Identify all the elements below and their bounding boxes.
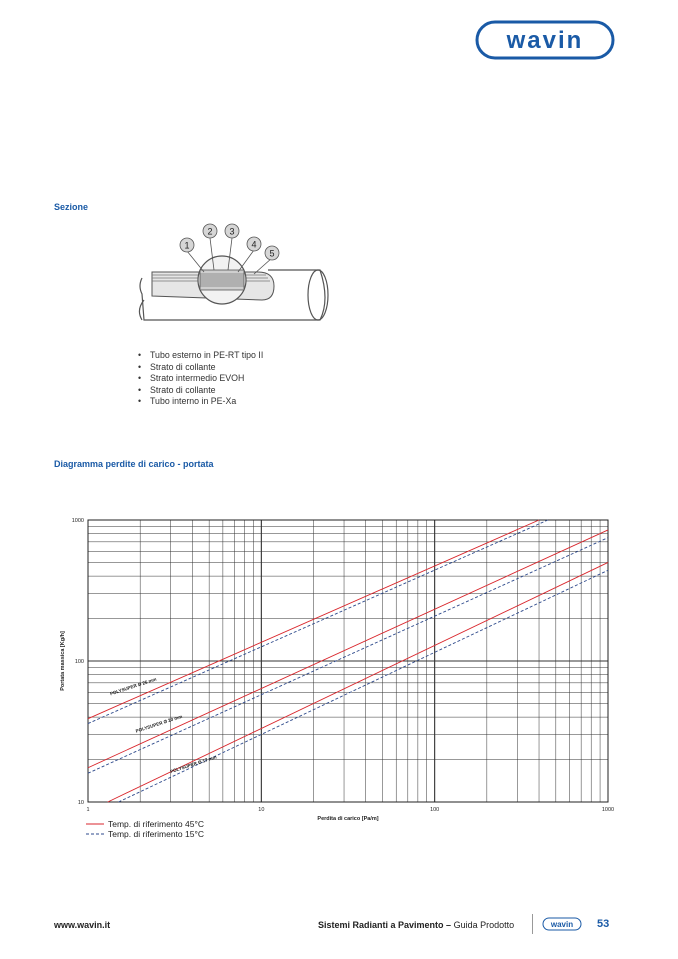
logo-text: wavin xyxy=(506,27,584,54)
x-axis-label: Perdita di carico [Pa/m] xyxy=(317,816,379,822)
footer-guide-regular: Guida Prodotto xyxy=(453,920,515,930)
y-axis-label: Portata massica [Kg/h] xyxy=(60,631,66,691)
list-item: • Strato di collante xyxy=(138,385,263,397)
x-tick-label: 1000 xyxy=(601,807,615,813)
callout-4 xyxy=(247,237,261,251)
list-item: • Tubo esterno in PE-RT tipo II xyxy=(138,350,263,362)
list-item: • Tubo interno in PE-Xa xyxy=(138,396,263,408)
wavin-logo xyxy=(475,20,615,60)
callout-2 xyxy=(203,224,217,238)
svg-text:1: 1 xyxy=(184,240,190,251)
section-title: Sezione xyxy=(54,202,89,212)
svg-text:2: 2 xyxy=(207,226,213,237)
footer-guide-bold: Sistemi Radianti a Pavimento – xyxy=(318,920,452,930)
series-line xyxy=(88,520,548,724)
series-line xyxy=(88,530,608,768)
y-tick-label: 10 xyxy=(77,800,84,806)
x-tick-label: 10 xyxy=(258,807,265,813)
footer-logo-text: wavin xyxy=(550,920,574,929)
x-tick-label: 100 xyxy=(430,807,440,813)
x-tick-label: 1 xyxy=(86,807,90,813)
page-number: 53 xyxy=(597,918,610,930)
svg-text:3: 3 xyxy=(229,226,235,237)
footer-divider xyxy=(532,914,533,934)
legend-label: Temp. di riferimento 45°C xyxy=(108,819,204,829)
list-item: • Strato di collante xyxy=(138,362,263,374)
pipe-label: POLYSUPER Ø 25 mm xyxy=(109,676,158,697)
svg-text:5: 5 xyxy=(269,248,275,259)
legend-label: Temp. di riferimento 15°C xyxy=(108,829,204,839)
series-line xyxy=(88,538,608,774)
pipe-label: POLYSUPER Ø 17 mm xyxy=(169,754,218,775)
y-tick-label: 100 xyxy=(74,659,84,665)
footer-url[interactable]: www.wavin.it xyxy=(54,920,111,930)
pipe-section-illustration xyxy=(138,220,330,330)
svg-text:4: 4 xyxy=(251,239,257,250)
pipe-label: POLYSUPER Ø 20 mm xyxy=(135,713,183,734)
callout-1 xyxy=(180,238,194,252)
callout-3 xyxy=(225,224,239,238)
callout-5 xyxy=(265,246,279,260)
chart-svg xyxy=(50,510,625,855)
pressure-loss-chart xyxy=(50,510,625,855)
list-item: • Strato intermedio EVOH xyxy=(138,373,263,385)
diagram-title: Diagramma perdite di carico - portata xyxy=(54,459,214,469)
footer-guide-title xyxy=(318,920,514,930)
y-tick-label: 1000 xyxy=(71,518,84,524)
footer-wavin-logo xyxy=(542,917,582,931)
layer-list xyxy=(138,350,263,408)
